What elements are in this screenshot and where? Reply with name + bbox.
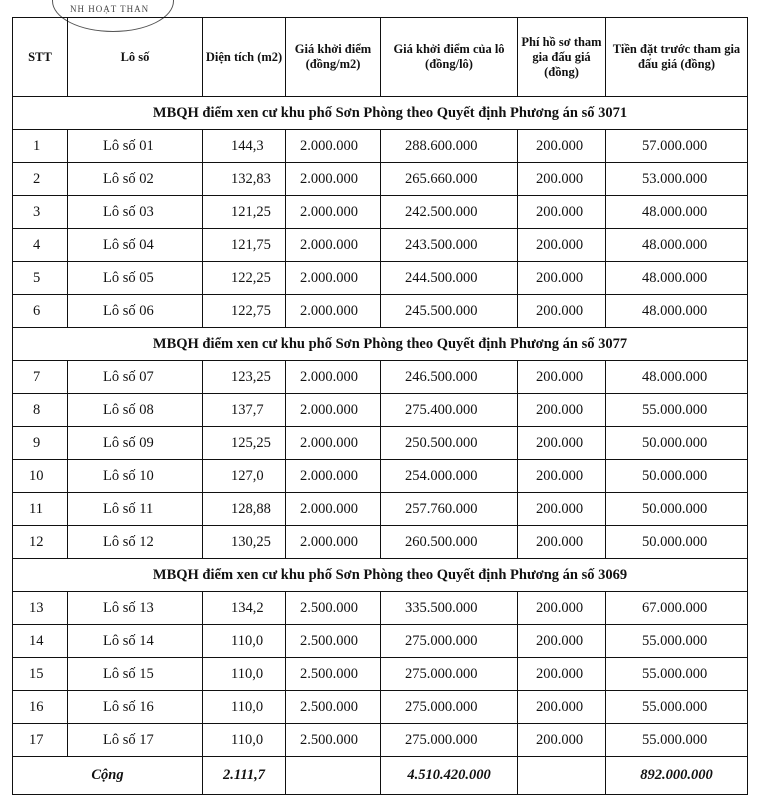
cell-area: 125,25 bbox=[203, 427, 286, 460]
cell-fee: 200.000 bbox=[518, 658, 606, 691]
cell-lot: Lô số 06 bbox=[68, 295, 203, 328]
section-title: MBQH điểm xen cư khu phố Sơn Phòng theo Quyết định Phương án số 3071 bbox=[13, 97, 748, 130]
cell-price-m2: 2.000.000 bbox=[286, 493, 381, 526]
cell-price-m2: 2.000.000 bbox=[286, 262, 381, 295]
cell-deposit: 55.000.000 bbox=[606, 394, 748, 427]
cell-lot: Lô số 11 bbox=[68, 493, 203, 526]
cell-area: 122,75 bbox=[203, 295, 286, 328]
cell-area: 110,0 bbox=[203, 625, 286, 658]
cell-lot: Lô số 14 bbox=[68, 625, 203, 658]
cell-area: 121,75 bbox=[203, 229, 286, 262]
cell-price-lot: 243.500.000 bbox=[381, 229, 518, 262]
cell-area: 121,25 bbox=[203, 196, 286, 229]
cell-stt: 6 bbox=[13, 295, 68, 328]
table-row bbox=[13, 394, 748, 427]
cell-stt: 2 bbox=[13, 163, 68, 196]
cell-lot: Lô số 02 bbox=[68, 163, 203, 196]
table-row bbox=[13, 262, 748, 295]
cell-area: 110,0 bbox=[203, 724, 286, 757]
table-row bbox=[13, 295, 748, 328]
cell-lot: Lô số 07 bbox=[68, 361, 203, 394]
cell-deposit: 50.000.000 bbox=[606, 427, 748, 460]
cell-price-lot: 288.600.000 bbox=[381, 130, 518, 163]
header-row bbox=[13, 18, 748, 97]
cell-area: 144,3 bbox=[203, 130, 286, 163]
cell-fee: 200.000 bbox=[518, 229, 606, 262]
cell-deposit: 50.000.000 bbox=[606, 460, 748, 493]
cell-lot: Lô số 08 bbox=[68, 394, 203, 427]
cell-stt: 4 bbox=[13, 229, 68, 262]
table-row bbox=[13, 460, 748, 493]
cell-fee: 200.000 bbox=[518, 163, 606, 196]
cell-stt: 14 bbox=[13, 625, 68, 658]
cell-lot: Lô số 15 bbox=[68, 658, 203, 691]
cell-stt: 12 bbox=[13, 526, 68, 559]
header-stt: STT bbox=[13, 18, 68, 97]
cell-area: 110,0 bbox=[203, 658, 286, 691]
cell-fee: 200.000 bbox=[518, 691, 606, 724]
cell-price-lot: 250.500.000 bbox=[381, 427, 518, 460]
table-row bbox=[13, 724, 748, 757]
total-price-lot: 4.510.420.000 bbox=[381, 757, 518, 795]
table-row bbox=[13, 625, 748, 658]
section-header-row bbox=[13, 559, 748, 592]
cell-lot: Lô số 05 bbox=[68, 262, 203, 295]
cell-price-m2: 2.000.000 bbox=[286, 196, 381, 229]
cell-price-lot: 275.000.000 bbox=[381, 625, 518, 658]
cell-lot: Lô số 01 bbox=[68, 130, 203, 163]
cell-lot: Lô số 16 bbox=[68, 691, 203, 724]
cell-deposit: 55.000.000 bbox=[606, 691, 748, 724]
cell-fee: 200.000 bbox=[518, 493, 606, 526]
cell-fee: 200.000 bbox=[518, 460, 606, 493]
cell-stt: 11 bbox=[13, 493, 68, 526]
cell-stt: 5 bbox=[13, 262, 68, 295]
cell-fee: 200.000 bbox=[518, 295, 606, 328]
header-deposit: Tiền đặt trước tham gia đấu giá (đồng) bbox=[606, 18, 748, 97]
cell-area: 134,2 bbox=[203, 592, 286, 625]
cell-area: 130,25 bbox=[203, 526, 286, 559]
cell-deposit: 48.000.000 bbox=[606, 229, 748, 262]
cell-price-lot: 265.660.000 bbox=[381, 163, 518, 196]
total-label: Cộng bbox=[13, 757, 203, 795]
cell-stt: 17 bbox=[13, 724, 68, 757]
table-row bbox=[13, 130, 748, 163]
cell-price-m2: 2.500.000 bbox=[286, 592, 381, 625]
cell-deposit: 57.000.000 bbox=[606, 130, 748, 163]
cell-stt: 13 bbox=[13, 592, 68, 625]
cell-stt: 8 bbox=[13, 394, 68, 427]
table-row bbox=[13, 427, 748, 460]
cell-deposit: 50.000.000 bbox=[606, 526, 748, 559]
auction-lot-table bbox=[12, 17, 748, 795]
cell-stt: 1 bbox=[13, 130, 68, 163]
cell-stt: 10 bbox=[13, 460, 68, 493]
cell-price-lot: 245.500.000 bbox=[381, 295, 518, 328]
cell-fee: 200.000 bbox=[518, 724, 606, 757]
cell-price-m2: 2.000.000 bbox=[286, 130, 381, 163]
cell-price-lot: 242.500.000 bbox=[381, 196, 518, 229]
cell-price-lot: 254.000.000 bbox=[381, 460, 518, 493]
section-header-row bbox=[13, 328, 748, 361]
cell-deposit: 48.000.000 bbox=[606, 196, 748, 229]
table-row bbox=[13, 163, 748, 196]
cell-lot: Lô số 17 bbox=[68, 724, 203, 757]
cell-price-m2: 2.000.000 bbox=[286, 460, 381, 493]
table-row bbox=[13, 658, 748, 691]
cell-stt: 9 bbox=[13, 427, 68, 460]
cell-lot: Lô số 13 bbox=[68, 592, 203, 625]
header-fee: Phí hồ sơ tham gia đấu giá (đồng) bbox=[518, 18, 606, 97]
cell-stt: 16 bbox=[13, 691, 68, 724]
table-row bbox=[13, 526, 748, 559]
header-start-price-lot: Giá khởi điểm của lô (đồng/lô) bbox=[381, 18, 518, 97]
total-deposit: 892.000.000 bbox=[606, 757, 748, 795]
cell-fee: 200.000 bbox=[518, 427, 606, 460]
cell-stt: 7 bbox=[13, 361, 68, 394]
cell-fee: 200.000 bbox=[518, 592, 606, 625]
section-title: MBQH điểm xen cư khu phố Sơn Phòng theo Quyết định Phương án số 3077 bbox=[13, 328, 748, 361]
cell-fee: 200.000 bbox=[518, 361, 606, 394]
cell-deposit: 55.000.000 bbox=[606, 658, 748, 691]
cell-price-m2: 2.500.000 bbox=[286, 691, 381, 724]
total-empty-1 bbox=[286, 757, 381, 795]
cell-deposit: 53.000.000 bbox=[606, 163, 748, 196]
table-row bbox=[13, 196, 748, 229]
cell-deposit: 50.000.000 bbox=[606, 493, 748, 526]
total-area: 2.111,7 bbox=[203, 757, 286, 795]
cell-lot: Lô số 12 bbox=[68, 526, 203, 559]
cell-area: 132,83 bbox=[203, 163, 286, 196]
cell-price-m2: 2.500.000 bbox=[286, 724, 381, 757]
cell-price-lot: 246.500.000 bbox=[381, 361, 518, 394]
cell-deposit: 48.000.000 bbox=[606, 361, 748, 394]
cell-price-m2: 2.500.000 bbox=[286, 658, 381, 691]
cell-price-lot: 275.400.000 bbox=[381, 394, 518, 427]
header-area: Diện tích (m2) bbox=[203, 18, 286, 97]
cell-lot: Lô số 10 bbox=[68, 460, 203, 493]
cell-deposit: 67.000.000 bbox=[606, 592, 748, 625]
cell-fee: 200.000 bbox=[518, 625, 606, 658]
cell-deposit: 48.000.000 bbox=[606, 262, 748, 295]
cell-fee: 200.000 bbox=[518, 394, 606, 427]
cell-price-m2: 2.000.000 bbox=[286, 295, 381, 328]
cell-price-lot: 335.500.000 bbox=[381, 592, 518, 625]
cell-area: 110,0 bbox=[203, 691, 286, 724]
cell-price-m2: 2.000.000 bbox=[286, 163, 381, 196]
cell-price-m2: 2.000.000 bbox=[286, 361, 381, 394]
cell-price-m2: 2.000.000 bbox=[286, 427, 381, 460]
cell-fee: 200.000 bbox=[518, 262, 606, 295]
cell-stt: 3 bbox=[13, 196, 68, 229]
cell-price-lot: 275.000.000 bbox=[381, 691, 518, 724]
total-row bbox=[13, 757, 748, 795]
cell-price-lot: 275.000.000 bbox=[381, 658, 518, 691]
section-header-row bbox=[13, 97, 748, 130]
header-lot: Lô số bbox=[68, 18, 203, 97]
cell-area: 127,0 bbox=[203, 460, 286, 493]
cell-fee: 200.000 bbox=[518, 130, 606, 163]
table-row bbox=[13, 493, 748, 526]
cell-price-m2: 2.000.000 bbox=[286, 526, 381, 559]
cell-area: 128,88 bbox=[203, 493, 286, 526]
table-row bbox=[13, 592, 748, 625]
table-row bbox=[13, 361, 748, 394]
cell-lot: Lô số 03 bbox=[68, 196, 203, 229]
cell-price-lot: 257.760.000 bbox=[381, 493, 518, 526]
table-row bbox=[13, 229, 748, 262]
cell-price-m2: 2.500.000 bbox=[286, 625, 381, 658]
section-title: MBQH điểm xen cư khu phố Sơn Phòng theo Quyết định Phương án số 3069 bbox=[13, 559, 748, 592]
cell-price-lot: 275.000.000 bbox=[381, 724, 518, 757]
cell-price-lot: 260.500.000 bbox=[381, 526, 518, 559]
cell-price-lot: 244.500.000 bbox=[381, 262, 518, 295]
cell-deposit: 55.000.000 bbox=[606, 724, 748, 757]
header-start-price-m2: Giá khởi điểm (đồng/m2) bbox=[286, 18, 381, 97]
table-body bbox=[13, 97, 748, 795]
cell-area: 122,25 bbox=[203, 262, 286, 295]
cell-lot: Lô số 04 bbox=[68, 229, 203, 262]
total-empty-2 bbox=[518, 757, 606, 795]
cell-area: 123,25 bbox=[203, 361, 286, 394]
cell-lot: Lô số 09 bbox=[68, 427, 203, 460]
cell-price-m2: 2.000.000 bbox=[286, 394, 381, 427]
cell-fee: 200.000 bbox=[518, 526, 606, 559]
cell-deposit: 48.000.000 bbox=[606, 295, 748, 328]
stamp-text: NH HOẠT THAN bbox=[70, 4, 150, 14]
table-row bbox=[13, 691, 748, 724]
cell-stt: 15 bbox=[13, 658, 68, 691]
cell-price-m2: 2.000.000 bbox=[286, 229, 381, 262]
cell-area: 137,7 bbox=[203, 394, 286, 427]
cell-deposit: 55.000.000 bbox=[606, 625, 748, 658]
cell-fee: 200.000 bbox=[518, 196, 606, 229]
